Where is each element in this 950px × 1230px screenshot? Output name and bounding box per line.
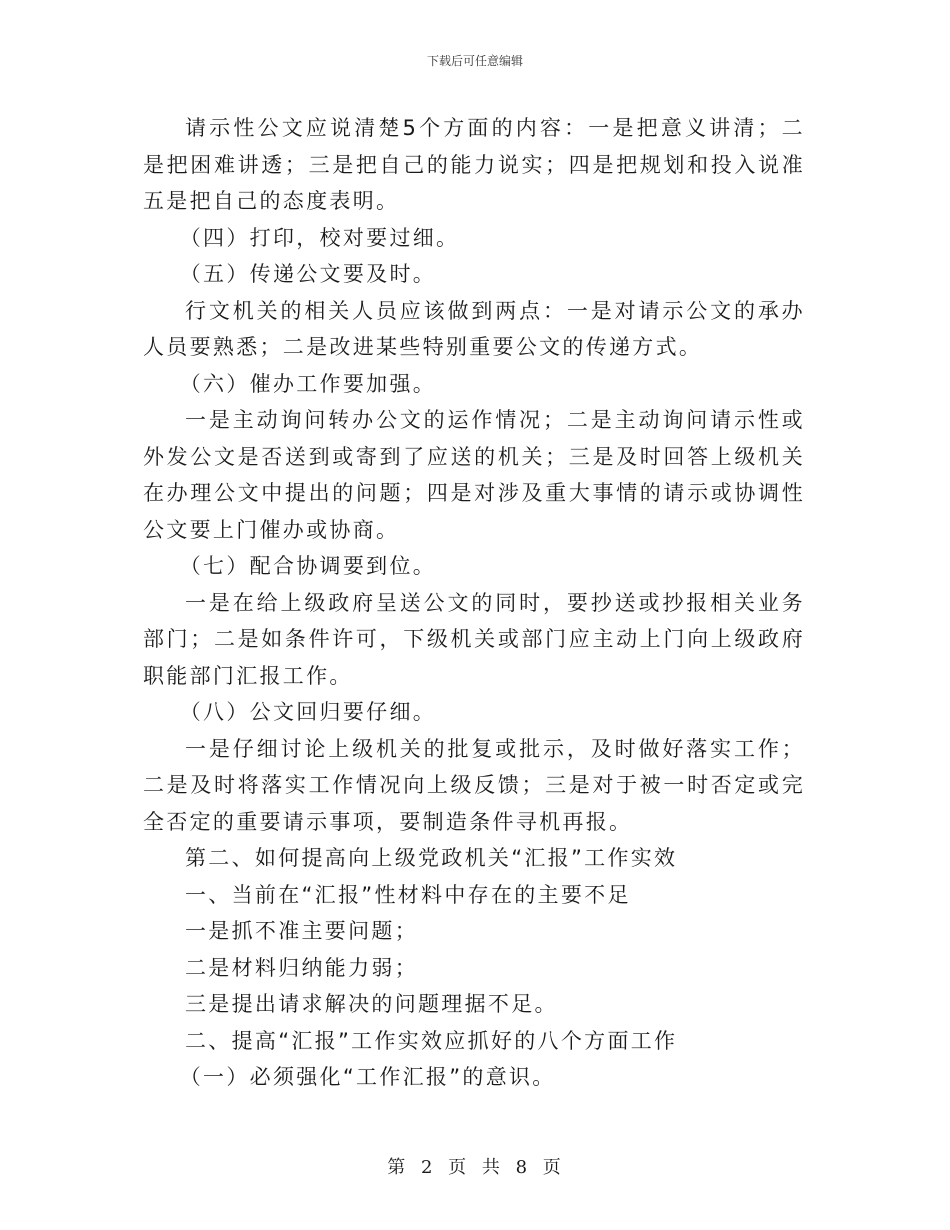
paragraph: 二是材料归纳能力弱； (185, 955, 418, 980)
section-heading: （一）必须强化“工作汇报”的意识。 (179, 1065, 556, 1089)
footer-label: 页 (542, 1157, 563, 1178)
footer-label: 共 (481, 1157, 502, 1178)
paragraph: 请示性公文应说清楚5个方面的内容：一是把意义讲清；二是把困难讲透；三是把自己的能力说实；四是把规划和投入说准五是把自己的态度表明。 (143, 116, 805, 213)
document-body (143, 110, 805, 1096)
section-heading: （五）传递公文要及时。 (179, 262, 437, 286)
paragraph: 三是提出请求解决的问题理据不足。 (185, 992, 558, 1016)
current-page-number: 2 (420, 1157, 435, 1178)
page-header: 下载后可任意编辑 (426, 54, 523, 68)
section-heading: （四）打印，校对要过细。 (179, 225, 460, 250)
section-heading: （六）催办工作要加强。 (179, 371, 437, 396)
paragraph: 一、当前在“汇报”性材料中存在的主要不足 (185, 882, 631, 907)
paragraph: 一是抓不准主要问题； (185, 919, 418, 943)
total-page-count: 8 (515, 1157, 530, 1178)
page-footer (0, 1153, 950, 1179)
paragraph: 行文机关的相关人员应该做到两点：一是对请示公文的承办人员要熟悉；二是改进某些特别重要公文的传递方式。 (143, 298, 805, 359)
footer-label: 页 (448, 1157, 469, 1178)
section-heading: （七）配合协调要到位。 (179, 554, 437, 578)
paragraph: 一是仔细讨论上级机关的批复或批示，及时做好落实工作；二是及时将落实工作情况向上级反馈；三是对于被一时否定或完全否定的重要请示事项，要制造条件寻机再报。 (143, 736, 805, 834)
paragraph: 一是在给上级政府呈送公文的同时，要抄送或抄报相关业务部门；二是如条件许可，下级机关或部门应主动上门向上级政府职能部门汇报工作。 (143, 590, 805, 688)
footer-label: 第 (387, 1157, 408, 1178)
paragraph: 第二、如何提高向上级党政机关“汇报”工作实效 (185, 846, 678, 870)
section-heading: （八）公文回归要仔细。 (179, 700, 437, 724)
paragraph: 二、提高“汇报”工作实效应抓好的八个方面工作 (185, 1028, 678, 1053)
paragraph: 一是主动询问转办公文的运作情况；二是主动询问请示性或外发公文是否送到或寄到了应送的机关；三是及时回答上级机关在办理公文中提出的问题；四是对涉及重大事情的请示或协调性公文要上门催办或协商。 (143, 408, 805, 542)
